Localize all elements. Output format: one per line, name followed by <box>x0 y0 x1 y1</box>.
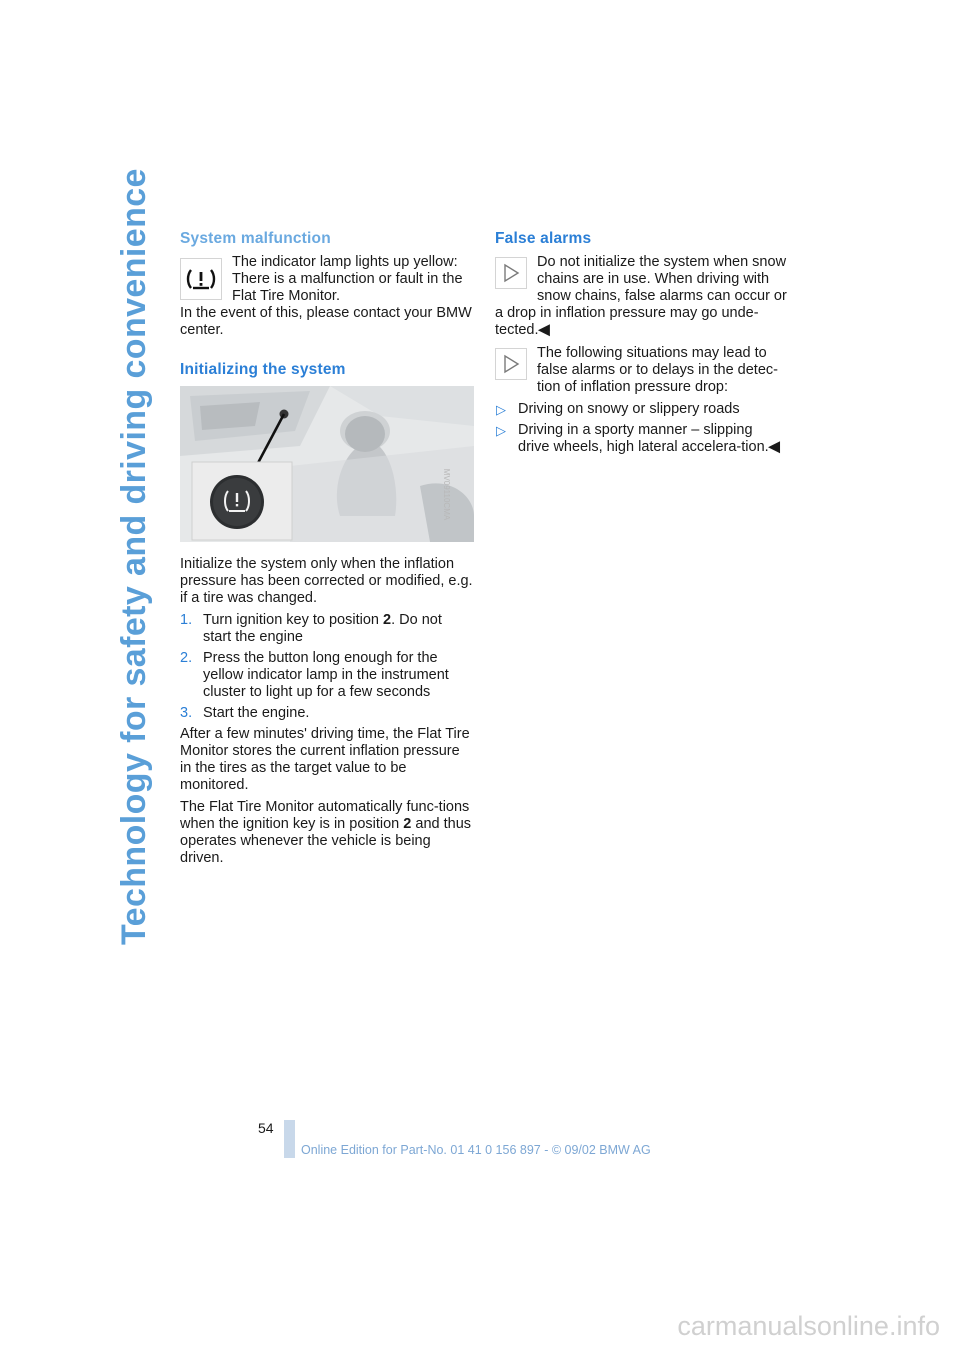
end-mark: ◀ <box>538 322 550 338</box>
step-item <box>180 705 474 722</box>
malfunction-text: The indicator lamp lights up yellow: There is a malfunction or fault in the Flat Tire Monitor. <box>232 254 463 304</box>
note-situations: The following situations may lead to false alarms or to delays in the detec-tion of inflation pressure drop: <box>537 345 778 395</box>
contact-text: In the event of this, please contact your BMW center. <box>180 305 472 338</box>
after-2-text: The Flat Tire Monitor automatically func-tions when the ignition key is in position <box>180 799 470 832</box>
bullet-text: Driving on snowy or slippery roads <box>518 401 740 417</box>
step-item <box>180 650 474 701</box>
photo-code: MV09110CMA <box>441 468 451 521</box>
console-photo <box>180 386 474 542</box>
note-arrow-icon <box>495 257 527 289</box>
after-paragraph-2 <box>180 799 474 867</box>
bullet-item <box>495 401 787 418</box>
after-2-bold: 2 <box>403 816 412 832</box>
tire-warning-icon <box>180 258 222 300</box>
initialize-intro: Initialize the system only when the inflation pressure has been corrected or modified, e.g. if a tire was changed. <box>180 556 473 606</box>
edition-text: Online Edition for Part-No. 01 41 0 156 897 - © 09/02 BMW AG <box>301 1143 651 1157</box>
step-item <box>180 612 474 646</box>
note-arrow-icon <box>495 348 527 380</box>
step-text: Turn ignition key to position <box>203 612 384 628</box>
heading-initializing: Initializing the system <box>180 361 346 378</box>
end-mark: ◀ <box>768 439 780 455</box>
step-text: Start the engine. <box>203 705 310 721</box>
bullet-item <box>495 422 787 456</box>
note-snow-chains <box>495 254 787 339</box>
left-column <box>180 229 474 867</box>
step-number: 3. <box>180 705 193 721</box>
bullet-arrow-icon: ▷ <box>496 423 506 438</box>
after-2-text-end: and thus operates whenever the vehicle is being driven. <box>180 816 472 866</box>
bullet-text: Driving in a sporty manner – slipping drive wheels, high lateral accelera-tion. <box>518 422 769 455</box>
step-number: 2. <box>180 650 193 666</box>
steps-list <box>180 612 474 722</box>
situations-list <box>495 401 787 456</box>
footer-bar <box>284 1120 295 1158</box>
step-text: Press the button long enough for the yellow indicator lamp in the instrument cluster to light up for a few seconds <box>203 650 449 700</box>
step-bold: 2 <box>383 612 392 628</box>
step-number: 1. <box>180 612 193 628</box>
step-text-end: . Do not start the engine <box>203 612 442 645</box>
right-column <box>495 229 787 460</box>
note-1-text: Do not initialize the system when snow chains are in use. When driving with snow chains, false alarms can occur or a drop in inflation pressure may go unde-tected. <box>495 254 787 338</box>
page-number: 54 <box>258 1120 274 1136</box>
site-watermark: carmanualsonline.info <box>677 1311 940 1341</box>
bullet-arrow-icon: ▷ <box>496 402 506 417</box>
side-chapter-title: Technology for safety and driving convenience <box>115 168 153 945</box>
heading-false-alarms: False alarms <box>495 230 592 247</box>
after-paragraph-1: After a few minutes' driving time, the Flat Tire Monitor stores the current inflation pressure in the tires as the target value to be monitored. <box>180 726 470 793</box>
heading-system-malfunction: System malfunction <box>180 230 331 247</box>
